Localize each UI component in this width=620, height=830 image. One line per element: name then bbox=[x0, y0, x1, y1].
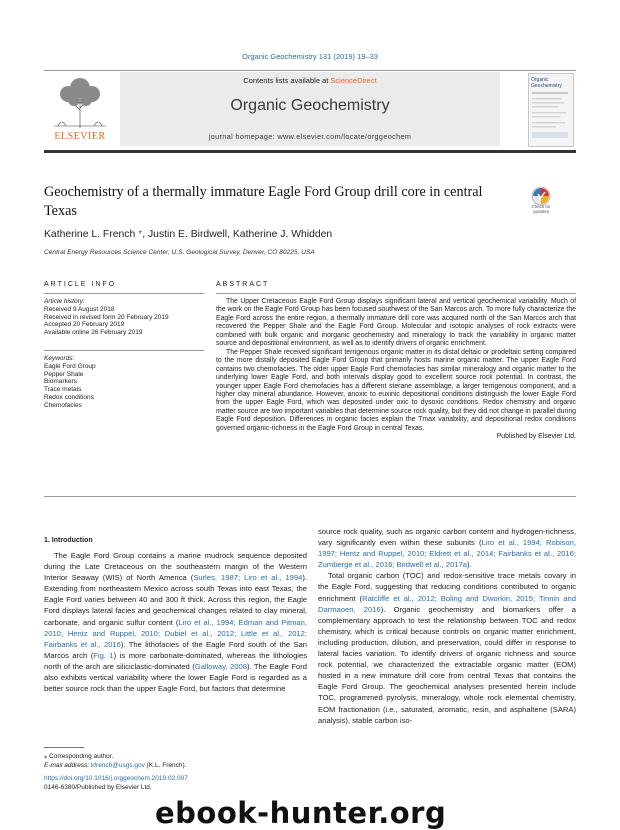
keyword-item: Eagle Ford Group bbox=[44, 362, 96, 370]
corresponding-author-mark[interactable]: * bbox=[135, 229, 143, 240]
sciencedirect-link[interactable]: ScienceDirect bbox=[330, 76, 377, 85]
article-history bbox=[44, 298, 204, 337]
history-item: Available online 26 February 2019 bbox=[44, 329, 143, 337]
text-run: ). The Eagle Ford also exhibits vertical variability where the lower Eagle Ford is regarded as a better source rock than the upper Eagle Ford, but factors that determine bbox=[44, 661, 307, 694]
crossmark-label[interactable]: Check for updates bbox=[531, 204, 551, 214]
abstract-paragraph: The Pepper Shale received significant terrigenous organic matter in its distal deltaic or prodeltaic setting compared to the more distally deposited Eagle Ford Group that primarily hosts marine organic matter. The upper Eagle Ford contains two chemofacies. The older upper Eagle Ford chemofacies has similar mineralogy and organic matter to the underlying lower Eagle Ford, and both intervals display good to excellent source rock potential. In contrast, the younger upper Eagle Ford chemofacies has a different sterane assemblage, a larger terrigenous component, and a higher clay mineral abundance. However, anoxic to euxinic depositional conditions distinguish the lower Eagle Ford from the upper Eagle Ford, which was deposited under oxic to dysoxic conditions. Redox chemistry and organic matter source are two important variables that determine source rock quality, but they did not change in parallel during Eagle Ford deposition. Differences in organic facies explain the Tmax variability, and depositional redox conditions governed organic-richness in the Eagle Ford Group in central Texas. bbox=[216, 348, 576, 432]
keywords bbox=[44, 355, 204, 410]
footnote bbox=[44, 752, 307, 770]
history-label: Article history: bbox=[44, 298, 85, 305]
keyword-item: Chemofacies bbox=[44, 401, 82, 409]
text-run: source rock quality, such as organic carbon content and hydrogen-richness, vary significantly even within these subunits ( bbox=[318, 527, 576, 548]
author-name[interactable]: Katherine L. French bbox=[44, 229, 136, 240]
keyword-item: Trace metals bbox=[44, 386, 82, 394]
figure-link[interactable]: Fig. 1 bbox=[93, 650, 114, 660]
introduction-heading: 1. Introduction bbox=[44, 537, 93, 544]
text-run: Total organic carbon (TOC) and redox-sensitive trace metals covary in the Eagle Ford, suggesting that reducing conditions contributed to organic enrichment ( bbox=[318, 571, 576, 603]
journal-homepage[interactable]: journal homepage: www.elsevier.com/locate/orggeochem bbox=[208, 132, 412, 141]
citation-link[interactable]: Surles, 1987; Liro et al., 1994 bbox=[193, 573, 303, 583]
doi-block bbox=[44, 775, 307, 792]
article-info-rule bbox=[44, 293, 204, 294]
citation-link[interactable]: Galloway, 2008 bbox=[194, 661, 247, 671]
intro-paragraph bbox=[318, 570, 576, 725]
keyword-item: Biomarkers bbox=[44, 378, 77, 386]
citation-link[interactable]: Ratcliffe et al., 2012; Boling and Dworkin, 2015; Tinnin and Darmaoen, 2016 bbox=[318, 593, 576, 614]
text-run: ). Extending from northeastern Mexico across south Texas into east Texas, the Eagle Ford varies between 40 and 300 ft thick. Across this region, the Eagle Ford displays lateral facies and geochemical changes related to clay mineral, carbonate, and organic sulfur content ( bbox=[44, 573, 307, 627]
text-run: ). The lithofacies of the Eagle Ford south of the San Marcos arch ( bbox=[44, 639, 308, 660]
contents-prefix: Contents lists available at bbox=[243, 76, 331, 85]
author-names-rest: , Justin E. Birdwell, Katherine J. Whidden bbox=[142, 229, 333, 240]
citation-link[interactable]: Liro et al., 1994; Edman and Pitman, 2010; Hentz and Ruppel, 2010; Dubiel et al., 2012; Little et al., 2012; Fairbanks et al., 2016 bbox=[44, 617, 307, 649]
history-item: Received 9 August 2018 bbox=[44, 305, 115, 313]
keywords-label: Keywords: bbox=[44, 355, 75, 362]
doi-link[interactable]: https://doi.org/10.1016/j.orggeochem.2019.02.007 bbox=[44, 775, 188, 782]
abstract-paragraph: The Upper Cretaceous Eagle Ford Group displays significant lateral and vertical geochemical variability. Much of the work on the Eagle Ford Group has been focused southwest of the San Marcos arch. To more fully characterize the Eagle Ford across the entire region, a thermally immature drill core was acquired north of the San Marcos arch that recovered the Pepper Shale and the Eagle Ford Group. Molecular and isotopic analyses of rock extracts were combined with bulk organic and inorganic geochemistry and mineralogy to track the variability in organic matter source and depositional environment, as well as to identify drivers of organic enrichment. bbox=[216, 298, 576, 348]
text-run: The Eagle Ford Group contains a marine mudrock sequence deposited during the Late Cretaceous on the southeastern margin of the Western Interior Seaway (WIS) of North America ( bbox=[44, 551, 307, 583]
cover-decoration bbox=[532, 92, 568, 145]
text-run: ). bbox=[467, 560, 472, 570]
keywords-rule bbox=[44, 350, 204, 351]
email-label: E-mail address: bbox=[44, 762, 91, 769]
article-info-heading: ARTICLE INFO bbox=[44, 281, 117, 288]
journal-title: Organic Geochemistry bbox=[230, 97, 390, 114]
affiliation: Central Energy Resources Science Center, U.S. Geological Survey, Denver, CO 80225, USA bbox=[44, 249, 315, 256]
citation-link[interactable]: Liro et al., 1994; Robison, 1997; Hentz and Ruppel, 2010; Eldrett et al., 2014; Fairbanks et al., 2016; Zumberge et al., 2016; Birdwell et al., 2017a bbox=[318, 538, 576, 570]
intro-paragraph bbox=[318, 526, 576, 570]
abstract-bottom-rule bbox=[44, 496, 576, 497]
watermark-text: ebook-hunter.org bbox=[155, 796, 447, 830]
email-link[interactable]: kfrench@usgs.gov bbox=[90, 762, 145, 769]
issn-line: 0146-6380/Published by Elsevier Ltd. bbox=[44, 783, 152, 791]
intro-paragraph bbox=[44, 550, 307, 694]
corresponding-author-note: ⁎ Corresponding author. bbox=[44, 753, 114, 760]
abstract-body bbox=[216, 298, 576, 442]
publisher-note: Published by Elsevier Ltd. bbox=[496, 433, 576, 441]
footnote-rule bbox=[44, 747, 84, 748]
history-item: Accepted 20 February 2019 bbox=[44, 321, 125, 329]
contents-line bbox=[120, 76, 500, 85]
left-column bbox=[44, 550, 307, 694]
text-run: ) is more carbonate-dominated, whereas the lithologies north of the arch are siliciclastic-dominated ( bbox=[44, 650, 307, 671]
publisher-logo-text: ELSEVIER bbox=[54, 131, 106, 142]
journal-reference[interactable]: Organic Geochemistry 131 (2019) 19–33 bbox=[242, 52, 378, 61]
keyword-item: Pepper Shale bbox=[44, 370, 84, 378]
keyword-item: Redox conditions bbox=[44, 393, 94, 401]
abstract-heading: ABSTRACT bbox=[216, 281, 270, 288]
email-line bbox=[44, 761, 307, 770]
header-top-rule bbox=[44, 70, 576, 71]
email-suffix: (K.L. French). bbox=[144, 762, 187, 769]
cover-title: Organic Geochemistry bbox=[531, 77, 562, 89]
text-run: ). Organic geochemistry and biomarkers offer a complementary approach to test the relationship between TOC and redox chemistry, which is critical because controls on organic matter enrichment, including production, dilution, and preservation, could differ in response to lateral facies variation. To identify drivers of organic richness and source rock potential, we characterized the extractable organic matter (EOM) hosted in a new immature drill core from central Texas that contains the Eagle Ford Group. The geochemical analyses presented herein include TOC, programmed pyrolysis, mineralogy, whole rock elemental chemistry, EOM fractionation (i.e., saturated, aromatic, resin, and asphaltene (SARA) analysis), stable carbon iso- bbox=[318, 604, 576, 725]
author-list bbox=[44, 229, 544, 240]
right-column bbox=[318, 526, 576, 726]
abstract-rule bbox=[216, 293, 576, 294]
article-title: Geochemistry of a thermally immature Eagle Ford Group drill core in central Texas bbox=[44, 184, 483, 219]
header-bottom-rule bbox=[44, 150, 576, 153]
history-item: Received in revised form 20 February 2019 bbox=[44, 313, 169, 321]
